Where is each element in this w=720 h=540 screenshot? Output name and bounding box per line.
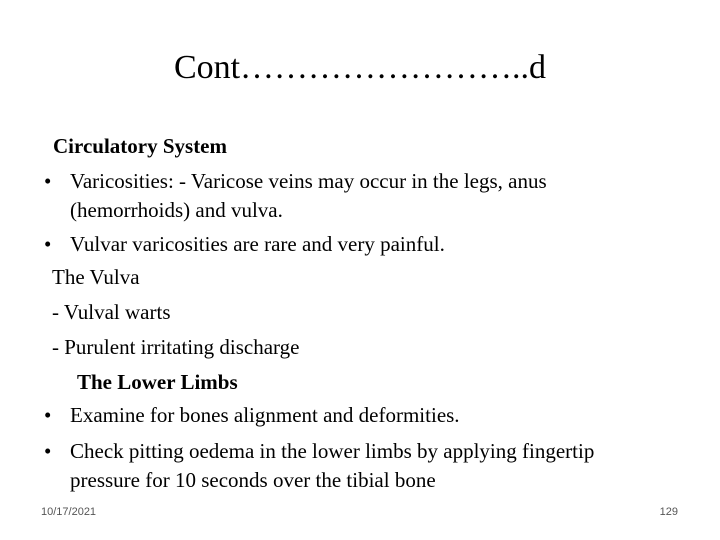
footer-page-number: 129 <box>659 506 678 518</box>
pitting-oedema-text-line2: pressure for 10 seconds over the tibial bone <box>70 468 436 492</box>
pitting-oedema-text-line1: Check pitting oedema in the lower limbs by applying fingertip <box>70 439 595 463</box>
bullet-icon: • <box>44 169 52 193</box>
varicosities-text-line2: (hemorrhoids) and vulva. <box>70 198 283 222</box>
circulatory-system-heading: Circulatory System <box>53 134 227 158</box>
vulvar-varicosities-text: Vulvar varicosities are rare and very painful. <box>70 232 445 256</box>
slide-title: Cont……………………..d <box>173 49 547 86</box>
lower-limbs-heading: The Lower Limbs <box>77 370 238 394</box>
bullet-icon: • <box>44 232 52 256</box>
purulent-discharge-item: - Purulent irritating discharge <box>52 335 300 359</box>
vulva-heading: The Vulva <box>52 265 140 289</box>
varicosities-text-line1: Varicosities: - Varicose veins may occur in the legs, anus <box>70 169 547 193</box>
vulval-warts-item: - Vulval warts <box>52 300 171 324</box>
bullet-icon: • <box>44 403 52 427</box>
footer-date: 10/17/2021 <box>41 506 97 518</box>
bones-alignment-text: Examine for bones alignment and deformities. <box>70 403 460 427</box>
bullet-icon: • <box>44 439 52 463</box>
